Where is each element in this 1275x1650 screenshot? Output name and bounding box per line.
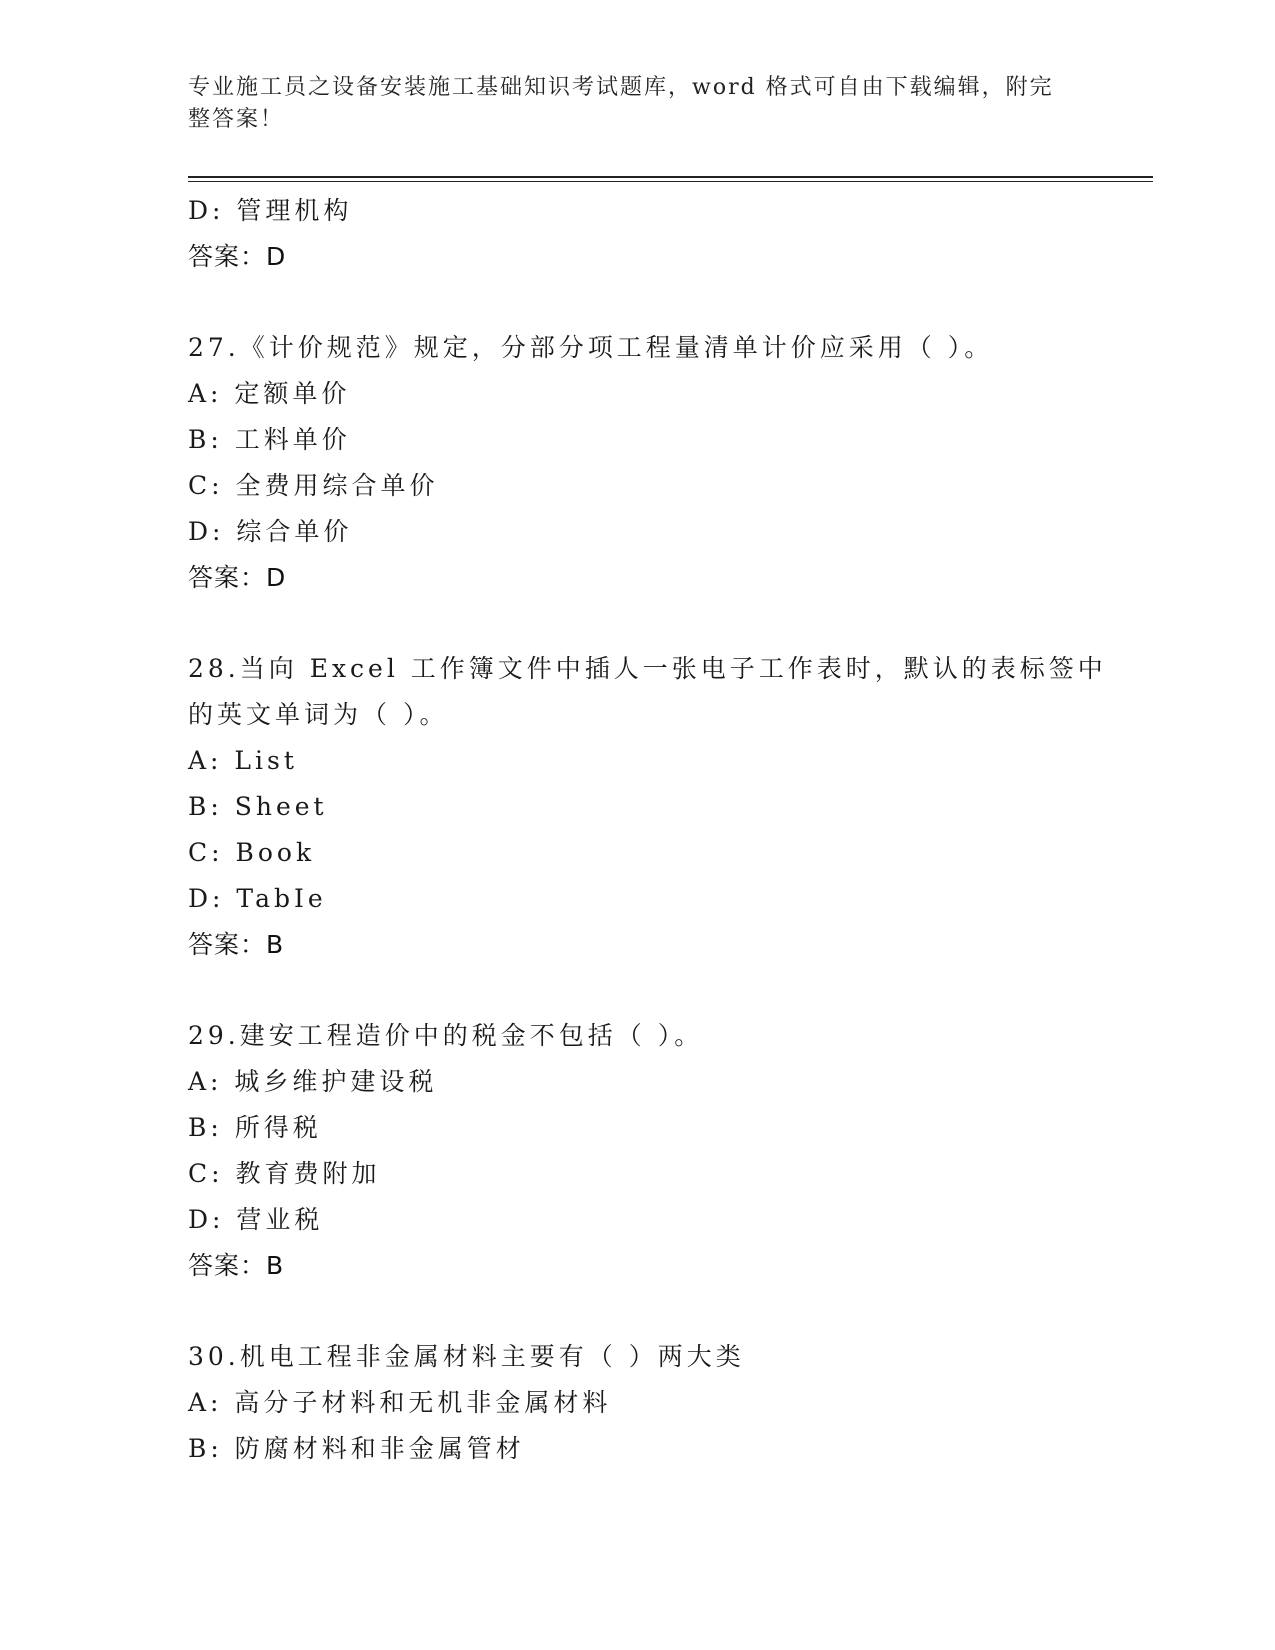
spacer [188,280,1088,325]
question-26-tail [188,188,1088,280]
answer-line: 答案：D [188,563,287,592]
option-a: A: 城乡维护建设税 [188,1067,438,1096]
answer-line: 答案：B [188,930,285,959]
option-d: D: 综合单价 [188,517,353,546]
document-header [188,72,1068,136]
question-stem: 29.建安工程造价中的税金不包括（ ）。 [188,1021,704,1050]
question-stem-line-1: 28.当向 Excel 工作簿文件中插人一张电子工作表时，默认的表标签中 [188,654,1107,683]
answer-line: 答案：B [188,1251,285,1280]
option-d: D: 营业税 [188,1205,324,1234]
option-c: C: 教育费附加 [188,1159,381,1188]
spacer [188,1289,1088,1334]
option-a: A: List [188,746,298,775]
option-a: A: 定额单价 [188,379,351,408]
question-stem: 30.机电工程非金属材料主要有（ ）两大类 [188,1342,745,1371]
option-d: D: 管理机构 [188,196,353,225]
option-b: B: 防腐材料和非金属管材 [188,1434,525,1463]
option-b: B: Sheet [188,792,328,821]
option-b: B: 所得税 [188,1113,322,1142]
question-list [188,188,1107,1472]
question-stem-line-2: 的英文单词为（ ）。 [188,700,449,729]
answer-line: 答案：D [188,242,287,271]
option-c: C: 全费用综合单价 [188,471,439,500]
question-30 [188,1334,1088,1472]
question-29 [188,1013,1088,1289]
option-c: C: Book [188,838,316,867]
header-divider-thick [188,176,1153,178]
header-line-2: 整答案！ [188,107,285,132]
spacer [188,601,1088,646]
option-d: D: TabIe [188,884,327,913]
option-a: A: 高分子材料和无机非金属材料 [188,1388,612,1417]
question-stem: 27.《计价规范》规定，分部分项工程量清单计价应采用（ ）。 [188,333,994,362]
spacer [188,968,1088,1013]
question-28 [188,646,1107,968]
header-line-1: 专业施工员之设备安装施工基础知识考试题库，word 格式可自由下载编辑，附完 [188,75,1054,100]
question-27 [188,325,1088,601]
option-b: B: 工料单价 [188,425,351,454]
header-divider-thin [188,181,1153,182]
